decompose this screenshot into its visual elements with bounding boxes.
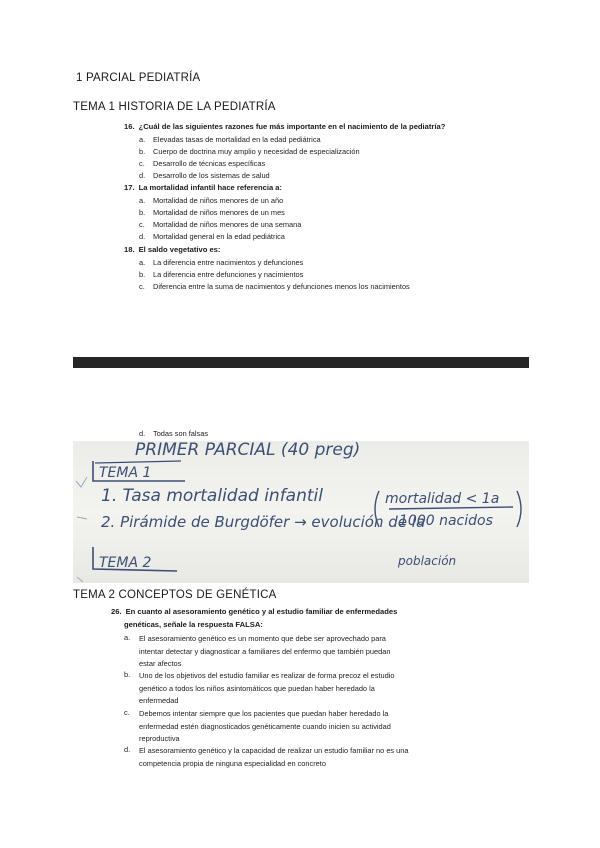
question-18 — [124, 245, 220, 254]
option-17b — [139, 208, 285, 217]
option-letter: d. — [139, 429, 146, 438]
option-text: Todas son falsas — [153, 429, 209, 438]
option-text: Desarrollo de técnicas específicas — [153, 159, 266, 168]
question-number: 18. — [124, 245, 135, 254]
option-text: Mortalidad de niños menores de un mes — [153, 208, 285, 217]
notes-line2-cont: población — [398, 554, 457, 568]
option-text: Mortalidad de niños menores de un año — [153, 196, 284, 205]
option-18b — [139, 270, 303, 279]
option-text: Desarrollo de los sistemas de salud — [153, 171, 270, 180]
option-letter: d. — [124, 745, 131, 754]
notes-tema2-label: TEMA 2 — [99, 555, 152, 571]
tema1-box-top — [95, 461, 181, 463]
separator-bar — [73, 357, 529, 368]
option-26d — [124, 745, 138, 754]
option-18a — [139, 258, 303, 267]
option-text: Mortalidad de niños menores de una semana — [153, 220, 302, 229]
option-text: La diferencia entre nacimientos y defunciones — [153, 258, 304, 267]
option-text: Elevadas tasas de mortalidad en la edad pediátrica — [153, 135, 321, 144]
option-26c-text — [139, 708, 391, 746]
option-16a — [139, 135, 321, 144]
question-number: 17. — [124, 183, 135, 192]
option-26a — [124, 633, 138, 642]
option-16c — [139, 159, 265, 168]
option-line: enfermedad estén diagnosticados genéticamente cuando inicien su actividad — [139, 721, 391, 731]
option-line: enfermedad — [139, 696, 179, 705]
question-text-line1: En cuanto al asesoramiento genético y al estudio familiar de enfermedades — [125, 607, 398, 616]
option-text: Diferencia entre la suma de nacimientos y defunciones menos los nacimientos — [153, 282, 410, 291]
option-letter: b. — [139, 147, 146, 156]
question-17 — [124, 183, 282, 192]
option-17a — [139, 196, 283, 205]
option-line: reproductiva — [139, 734, 180, 743]
option-letter: d. — [139, 171, 146, 180]
notes-tema1-label: TEMA 1 — [99, 465, 152, 481]
option-16d — [139, 171, 270, 180]
paren-right — [517, 491, 521, 527]
option-26c — [124, 708, 138, 717]
option-text: Cuerpo de doctrina muy amplio y necesidad de especialización — [153, 147, 360, 156]
question-26-line2: genéticas, señale la respuesta FALSA: — [124, 620, 263, 629]
question-text: El saldo vegetativo es: — [138, 245, 221, 254]
option-line: intentar detectar y diagnosticar a familiares del enfermo que también puedan — [139, 646, 391, 656]
notes-top-text: PRIMER PARCIAL (40 preg) — [135, 441, 361, 460]
notes-fraction-bottom: 1000 nacidos — [399, 513, 493, 529]
option-letter: a. — [124, 633, 131, 642]
notes-line2: 2. Pirámide de Burgdöfer → evolución de la — [101, 513, 426, 531]
question-number: 16. — [124, 122, 135, 131]
option-text: Mortalidad general en la edad pediátrica — [153, 232, 285, 241]
option-letter: a. — [139, 258, 146, 267]
option-line: Uno de los objetivos del estudio familiar es realizar de forma precoz el estudio — [139, 671, 395, 680]
option-letter: c. — [139, 159, 145, 168]
option-letter: c. — [124, 708, 130, 717]
option-26b — [124, 670, 138, 679]
fraction-line — [389, 507, 513, 509]
option-26a-text — [139, 633, 390, 671]
option-letter: c. — [139, 282, 145, 291]
option-letter: b. — [124, 670, 131, 679]
notes-line1: 1. Tasa mortalidad infantil — [101, 486, 323, 506]
option-letter: d. — [139, 232, 146, 241]
option-d-trailing — [139, 429, 208, 438]
option-line: El asesoramiento genético es un momento que debe ser aprovechado para — [139, 634, 386, 643]
tema2-heading: TEMA 2 CONCEPTOS DE GENÉTICA — [73, 589, 277, 601]
option-18c — [139, 282, 410, 291]
option-letter: a. — [139, 196, 146, 205]
question-text: ¿Cuál de las siguientes razones fue más importante en el nacimiento de la pediatría? — [138, 122, 446, 131]
question-26 — [111, 607, 397, 616]
page-title: 1 PARCIAL PEDIATRÍA — [76, 72, 201, 84]
option-line: genético a todos los niños asintomáticos que puedan haber heredado la — [139, 683, 375, 693]
tema1-heading: TEMA 1 HISTORIA DE LA PEDIATRÍA — [73, 101, 276, 113]
notes-fraction-top: mortalidad < 1a — [385, 491, 500, 507]
check-icon — [77, 577, 83, 582]
option-line: El asesoramiento genético y la capacidad de realizar un estudio familiar no es una — [139, 746, 409, 755]
option-letter: c. — [139, 220, 145, 229]
option-letter: b. — [139, 270, 146, 279]
option-line: Debemos intentar siempre que los pacientes que puedan haber heredado la — [139, 709, 389, 718]
handwritten-notes-photo — [73, 441, 529, 583]
option-line: competencia propia de ninguna especialidad en concreto — [139, 758, 326, 768]
option-26b-text — [139, 670, 395, 708]
option-text: La diferencia entre defunciones y nacimientos — [153, 270, 304, 279]
option-17c — [139, 220, 301, 229]
option-letter: b. — [139, 208, 146, 217]
option-17d — [139, 232, 285, 241]
option-line: estar afectos — [139, 659, 182, 668]
option-16b — [139, 147, 360, 156]
option-26d-text — [139, 745, 409, 770]
question-text: La mortalidad infantil hace referencia a: — [138, 183, 283, 192]
check-icon — [76, 477, 87, 487]
question-number: 26. — [111, 607, 122, 616]
option-letter: a. — [139, 135, 146, 144]
question-16 — [124, 122, 445, 131]
dash-mark — [77, 517, 87, 519]
